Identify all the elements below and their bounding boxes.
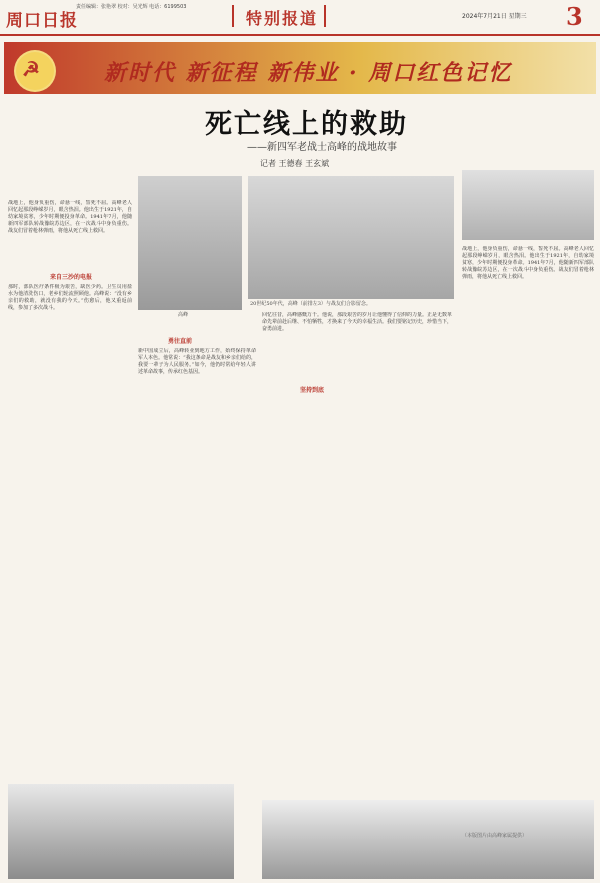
scene-photo [462, 170, 594, 240]
article-byline: 记者 王德春 王玄斌 [260, 159, 330, 168]
battlefield-photo [8, 784, 234, 879]
article-column: 战地上，他身负重伤，命悬一线，誓死不屈。高峰老人回忆起那段峥嵘岁月，眼含热泪。他出生于1921年，自幼家境贫寒，少年时期便投身革命。1941年7月，他随新四军部队转战豫皖苏边区，在一次战斗中身负重伤。战友们冒着枪林弹雨，将他从死亡线上救回。 [8, 200, 132, 234]
hammer-sickle-icon: ☭ [22, 57, 40, 81]
newspaper-logo: 周口日报 [6, 11, 78, 31]
section-title: 特别报道 [246, 9, 319, 28]
group-photo [248, 176, 454, 299]
subheading: 勇往直前 [168, 338, 193, 345]
article-column: 战地上，他身负重伤，命悬一线，誓死不屈。高峰老人回忆起那段峥嵘岁月，眼含热泪。他出生于1921年，自幼家境贫寒，少年时期便投身革命。1941年7月，他随新四军部队转战豫皖苏边区，在一次战斗中身负重伤。战友们冒着枪林弹雨，将他从死亡线上救回。 [462, 246, 594, 280]
photo-caption: 高峰 [178, 312, 189, 318]
subheading: 坚持到底 [300, 387, 325, 394]
editor-info: 责任编辑：张艳翠 校对：吴光辉 电话：6199503 [76, 4, 187, 10]
article-column: 回忆往昔，高峰感慨万千。他说，那段艰苦的岁月让他懂得了信仰的力量。正是无数革命先辈前赴后继、不怕牺牲，才换来了今天的幸福生活。我们要铭记历史，珍惜当下，奋勇前进。 [262, 312, 452, 332]
article-column: 新中国成立后，高峰转业到地方工作，始终保持革命军人本色。他常说：“我这条命是战友和乡亲们给的，我要一辈子为人民服务。”如今，他仍时常给年轻人讲述革命故事，传承红色基因。 [138, 348, 256, 375]
page-number: 3 [566, 2, 583, 31]
photo-credit: （本版图片由高峰家属提供） [462, 833, 528, 839]
article-subhead: ——新四军老战士高峰的战地故事 [247, 142, 397, 153]
portrait-photo [138, 176, 242, 310]
subheading: 来自三沙的电报 [50, 274, 93, 281]
article-headline: 死亡线上的救助 [205, 109, 408, 140]
banner-slogan: 新时代 新征程 新伟业 · 周口红色记忆 [104, 60, 513, 86]
issue-date: 2024年7月21日 星期三 [462, 13, 527, 20]
photo-caption: 20世纪50年代，高峰（前排左3）与战友们合影留念。 [250, 301, 371, 307]
article-column: 那时，部队医疗条件极为艰苦，缺医少药。卫生员用盐水为他清洗伤口，老乡们轮流照顾他。高峰说：“没有乡亲们的救助，就没有我的今天。”伤愈后，他又重返前线，参加了多次战斗。 [8, 284, 132, 311]
